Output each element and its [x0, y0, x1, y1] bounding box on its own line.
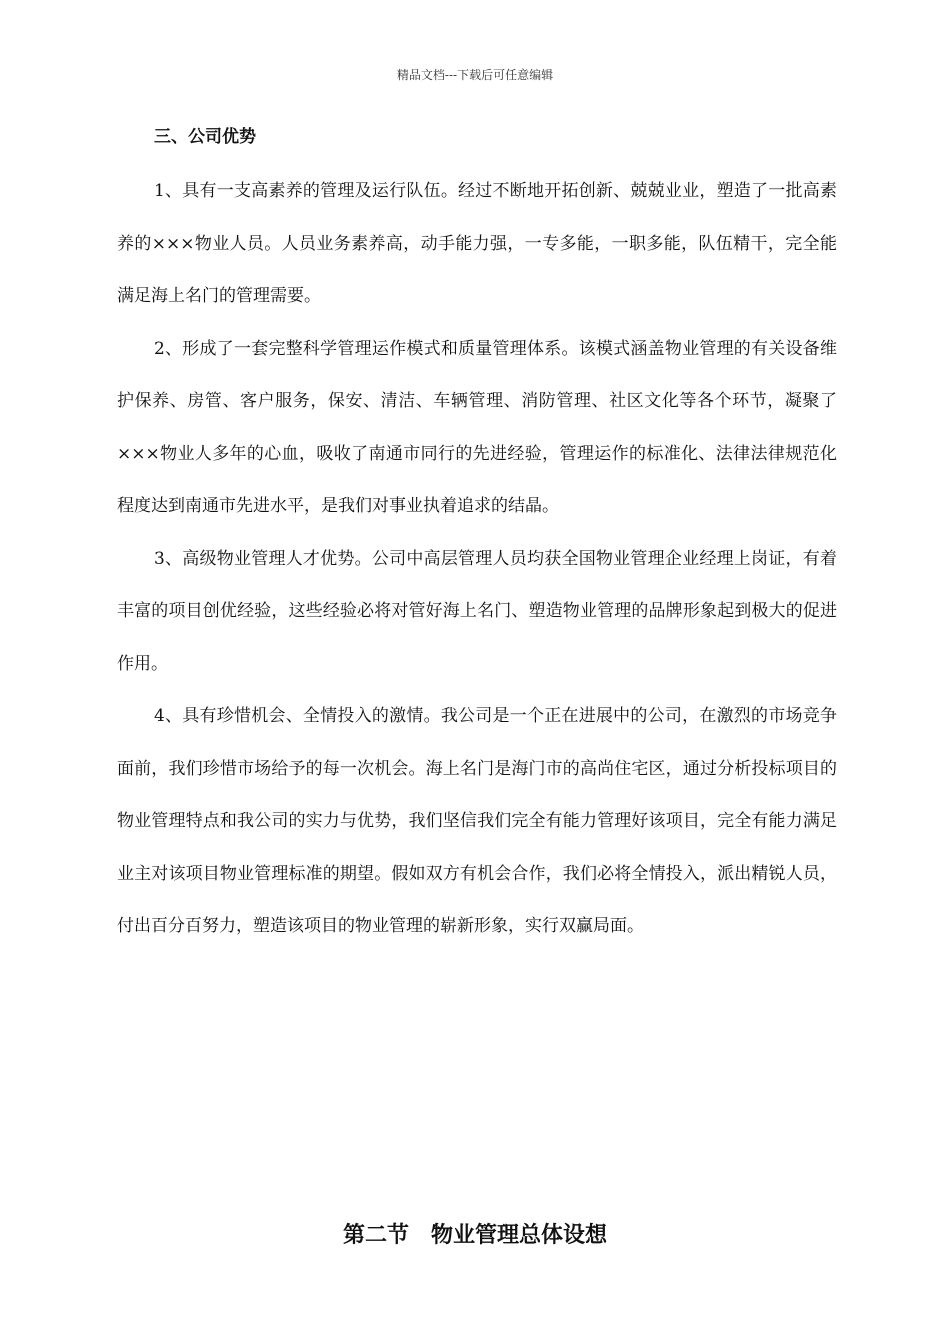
paragraph-2: 2、形成了一套完整科学管理运作模式和质量管理体系。该模式涵盖物业管理的有关设备维护保养、房管、客户服务，保安、清洁、车辆管理、消防管理、社区文化等各个环节，凝聚了×××物业人多年的心血，吸收了南通市同行的先进经验，管理运作的标准化、法律法律规范化程度达到南通市先进水平，是我们对事业执着追求的结晶。 — [117, 338, 837, 516]
page-header: 精品文档---下载后可任意编辑 — [396, 68, 554, 82]
section-heading: 三、公司优势 — [154, 127, 256, 147]
paragraph-3: 3、高级物业管理人才优势。公司中高层管理人员均获全国物业管理企业经理上岗证，有着丰富的项目创优经验，这些经验必将对管好海上名门、塑造物业管理的品牌形象起到极大的促进作用。 — [117, 548, 837, 674]
chapter-title: 第二节 物业管理总体设想 — [342, 1223, 607, 1248]
paragraph-4: 4、具有珍惜机会、全情投入的激情。我公司是一个正在进展中的公司，在激烈的市场竞争面前，我们珍惜市场给予的每一次机会。海上名门是海门市的高尚住宅区，通过分析投标项目的物业管理特点和我公司的实力与优势，我们坚信我们完全有能力管理好该项目，完全有能力满足业主对该项目物业管理标准的期望。假如双方有机会合作，我们必将全情投入，派出精锐人员，付出百分百努力，塑造该项目的物业管理的崭新形象，实行双赢局面。 — [117, 706, 837, 936]
section-body — [117, 165, 837, 953]
paragraph-1: 1、具有一支高素养的管理及运行队伍。经过不断地开拓创新、兢兢业业，塑造了一批高素养的×××物业人员。人员业务素养高，动手能力强，一专多能，一职多能，队伍精干，完全能满足海上名门的管理需要。 — [117, 181, 837, 306]
